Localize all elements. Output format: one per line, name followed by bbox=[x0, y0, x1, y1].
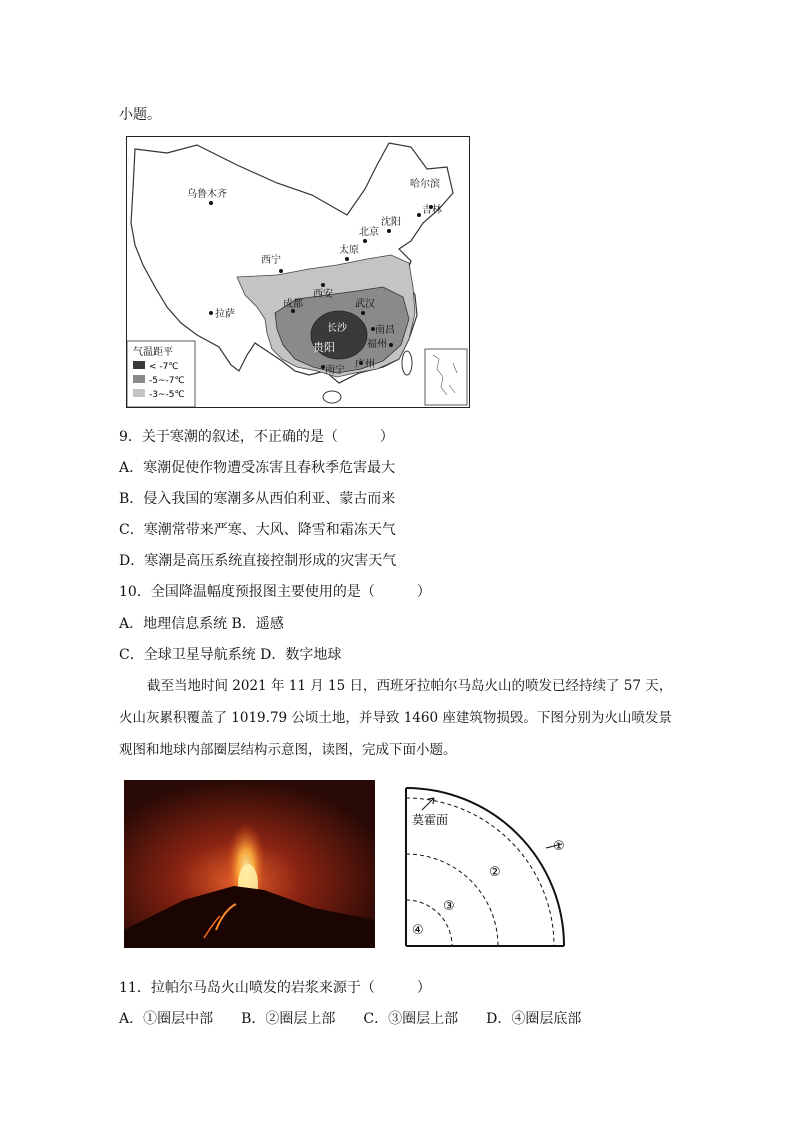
q10-options-cd: C．全球卫星导航系统 D．数字地球 bbox=[119, 647, 342, 663]
city-xian: 西安 bbox=[313, 289, 333, 300]
city-wuhan: 武汉 bbox=[355, 299, 375, 310]
city-nanning: 南宁 bbox=[325, 365, 345, 376]
layer-3-label: ③ bbox=[443, 899, 455, 914]
layer-4-label: ④ bbox=[412, 923, 424, 938]
q11-options: A．①圈层中部 B．②圈层上部 C．③圈层上部 D．④圈层底部 bbox=[119, 1011, 582, 1027]
legend-swatch-light bbox=[133, 389, 145, 397]
passage-line-1: 截至当地时间 2021 年 11 月 15 日，西班牙拉帕尔马岛火山的喷发已经持续了 57 天， bbox=[147, 678, 673, 694]
city-guangzhou: 广州 bbox=[355, 359, 375, 370]
taiwan-island bbox=[402, 351, 412, 375]
hainan-island bbox=[323, 391, 341, 403]
earth-layers-diagram bbox=[400, 782, 570, 952]
city-lhasa: 拉萨 bbox=[215, 309, 235, 320]
city-jilin: 吉林 bbox=[422, 205, 442, 216]
temperature-anomaly-map bbox=[126, 136, 470, 408]
q9-option-a: A．寒潮促使作物遭受冻害且春秋季危害最大 bbox=[119, 460, 396, 476]
header-fragment: 小题。 bbox=[119, 107, 161, 123]
city-shenyang: 沈阳 bbox=[381, 217, 401, 228]
city-nanchang: 南昌 bbox=[375, 325, 395, 336]
legend-title: 气温距平 bbox=[133, 347, 173, 358]
south-sea-inset bbox=[425, 349, 467, 405]
legend-swatch-dark bbox=[133, 361, 145, 369]
layer-1-label: ① bbox=[553, 839, 565, 854]
volcano-eruption-photo bbox=[124, 780, 375, 948]
passage-line-2: 火山灰累积覆盖了 1019.79 公顷土地，并导致 1460 座建筑物损毁。下图分别为火山喷发景 bbox=[119, 710, 672, 726]
city-changsha: 长沙 bbox=[327, 323, 347, 334]
q9-option-d: D．寒潮是高压系统直接控制形成的灾害天气 bbox=[119, 553, 397, 569]
legend-item-2: -5~-7℃ bbox=[149, 376, 185, 386]
q9-option-b: B．侵入我国的寒潮多从西伯利亚、蒙古而来 bbox=[119, 491, 396, 507]
layer-2-label: ② bbox=[489, 865, 501, 880]
city-guiyang: 贵阳 bbox=[313, 341, 335, 354]
passage-line-3: 观图和地球内部圈层结构示意图，读图，完成下面小题。 bbox=[119, 742, 457, 758]
legend-item-3: -3~-5℃ bbox=[149, 390, 185, 400]
map-legend bbox=[127, 341, 195, 407]
city-fuzhou: 福州 bbox=[367, 339, 387, 350]
city-chengdu: 成都 bbox=[283, 299, 303, 310]
q9-stem: 9．关于寒潮的叙述，不正确的是（ ） bbox=[119, 429, 394, 445]
legend-item-1: < -7℃ bbox=[149, 362, 179, 372]
city-beijing: 北京 bbox=[359, 227, 379, 238]
q11-stem: 11．拉帕尔马岛火山喷发的岩浆来源于（ ） bbox=[119, 980, 431, 996]
moho-label: 莫霍面 bbox=[412, 813, 449, 827]
legend-swatch-mid bbox=[133, 375, 145, 383]
city-xining: 西宁 bbox=[261, 255, 281, 266]
q9-option-c: C．寒潮常带来严寒、大风、降雪和霜冻天气 bbox=[119, 522, 396, 538]
city-urumqi: 乌鲁木齐 bbox=[187, 189, 227, 200]
city-harbin: 哈尔滨 bbox=[410, 179, 440, 190]
passage bbox=[119, 670, 679, 766]
q10-stem: 10．全国降温幅度预报图主要使用的是（ ） bbox=[119, 584, 431, 600]
city-taiyuan: 太原 bbox=[339, 245, 359, 256]
q10-options-ab: A．地理信息系统 B．遥感 bbox=[119, 616, 284, 632]
